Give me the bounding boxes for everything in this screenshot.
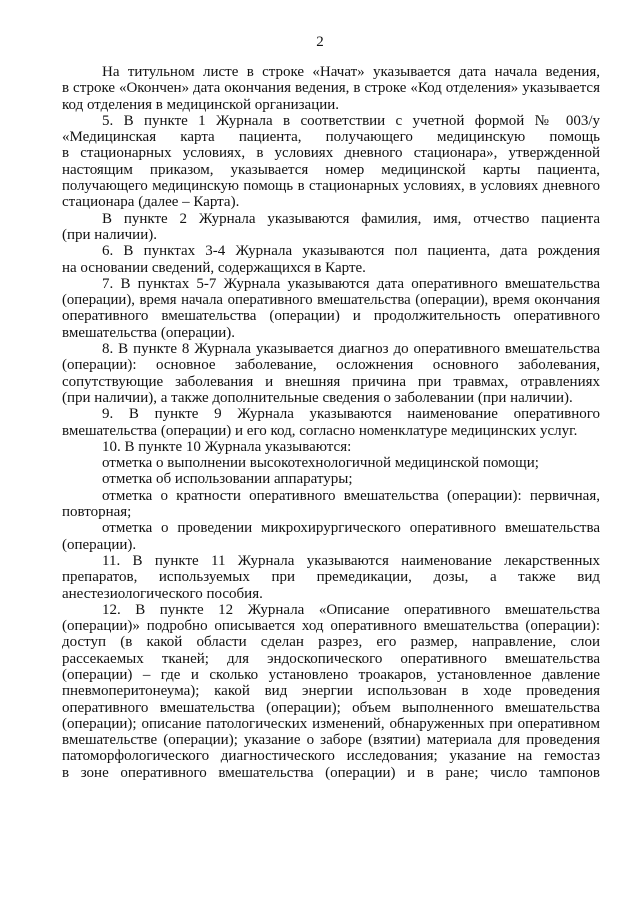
text-line: вмешательства (операции) и его код, согласно номенклатуре медицинских услуг. — [62, 422, 578, 439]
text-line: 10. В пункте 10 Журнала указываются: — [102, 438, 352, 455]
text-line: 7. В пунктах 5-7 Журнала указываются дата оперативного вмешательства — [102, 275, 600, 292]
text-line: вмешательства (операции). — [62, 324, 236, 341]
document-body — [62, 64, 600, 781]
text-line: (операции). — [62, 536, 137, 553]
text-line: 12. В пункте 12 Журнала «Описание оперативного вмешательства — [102, 601, 600, 618]
text-line: В пункте 2 Журнала указываются фамилия, имя, отчество пациента — [102, 210, 600, 227]
text-line: 5. В пункте 1 Журнала в соответствии с учетной формой № 003/у — [102, 112, 600, 129]
text-line: на основании сведений, содержащихся в Карте. — [62, 259, 366, 276]
text-line: анестезиологического пособия. — [62, 585, 263, 602]
text-line: (при наличии). — [62, 226, 157, 243]
text-line: в стационарных условиях, в условиях дневного стационара», утвержденной — [62, 145, 600, 162]
text-line: патоморфологического диагностического исследования; указание на гемостаз — [62, 748, 600, 765]
text-line: код отделения в медицинской организации. — [62, 96, 340, 113]
text-line: стационара (далее – Карта). — [62, 194, 240, 211]
text-line: вмешательстве (операции); указание о заборе (взятии) материала для проведения — [62, 732, 600, 749]
text-line: оперативного вмешательства (операции) и продолжительность оперативного — [62, 308, 600, 325]
text-line: 11. В пункте 11 Журнала указываются наименование лекарственных — [102, 552, 600, 569]
text-line: отметка о выполнении высокотехнологичной медицинской помощи; — [102, 455, 539, 472]
text-line: рассекаемых тканей; для эндоскопического оперативного вмешательства — [62, 650, 600, 667]
text-line: 9. В пункте 9 Журнала указываются наименование оперативного — [102, 406, 600, 423]
text-line: (при наличии), а также дополнительные сведения о заболевании (при наличии). — [62, 389, 573, 406]
text-line: отметка о кратности оперативного вмешательства (операции): первичная, — [102, 487, 600, 504]
text-line: 8. В пункте 8 Журнала указывается диагноз до оперативного вмешательства — [102, 341, 600, 358]
text-line: настоящим приказом, указывается номер медицинской карты пациента, — [62, 161, 600, 178]
text-line: отметка об использовании аппаратуры; — [102, 471, 353, 488]
text-line: (операции); описание патологических изменений, обнаруженных при оперативном — [62, 715, 600, 732]
text-line: сопутствующие заболевания и внешняя причина при травмах, отравлениях — [62, 373, 600, 390]
page-number: 2 — [316, 34, 324, 50]
text-line: (операции) – где и сколько установлено троакаров, установленное давление — [62, 666, 600, 683]
text-line: в зоне оперативного вмешательства (операции) и в ране; число тампонов — [62, 764, 600, 781]
text-line: (операции)» подробно описывается ход оперативного вмешательства (операции): — [62, 618, 600, 635]
text-line: препаратов, используемых при премедикации, дозы, а также вид — [62, 569, 600, 586]
text-line: пневмоперитонеума); какой вид энергии использован в ходе проведения — [62, 683, 600, 700]
text-line: доступ (в какой области сделан разрез, его размер, направление, слои — [62, 634, 600, 651]
text-line: повторная; — [62, 504, 132, 521]
text-line: в строке «Окончен» дата окончания ведения, в строке «Код отделения» указывается — [62, 80, 600, 97]
text-line: «Медицинская карта пациента, получающего медицинскую помощь — [62, 129, 600, 146]
text-line: 6. В пунктах 3-4 Журнала указываются пол пациента, дата рождения — [102, 243, 600, 260]
text-line: (операции): основное заболевание, осложнения основного заболевания, — [62, 357, 600, 374]
text-line: оперативного вмешательства (операции); объем выполненного вмешательства — [62, 699, 600, 716]
text-line: отметка о проведении микрохирургического оперативного вмешательства — [102, 520, 600, 537]
text-line: (операции), время начала оперативного вмешательства (операции), время окончания — [62, 292, 600, 309]
text-line: На титульном листе в строке «Начат» указывается дата начала ведения, — [102, 64, 600, 80]
text-line: получающего медицинскую помощь в стационарных условиях, в условиях дневного — [62, 178, 600, 195]
